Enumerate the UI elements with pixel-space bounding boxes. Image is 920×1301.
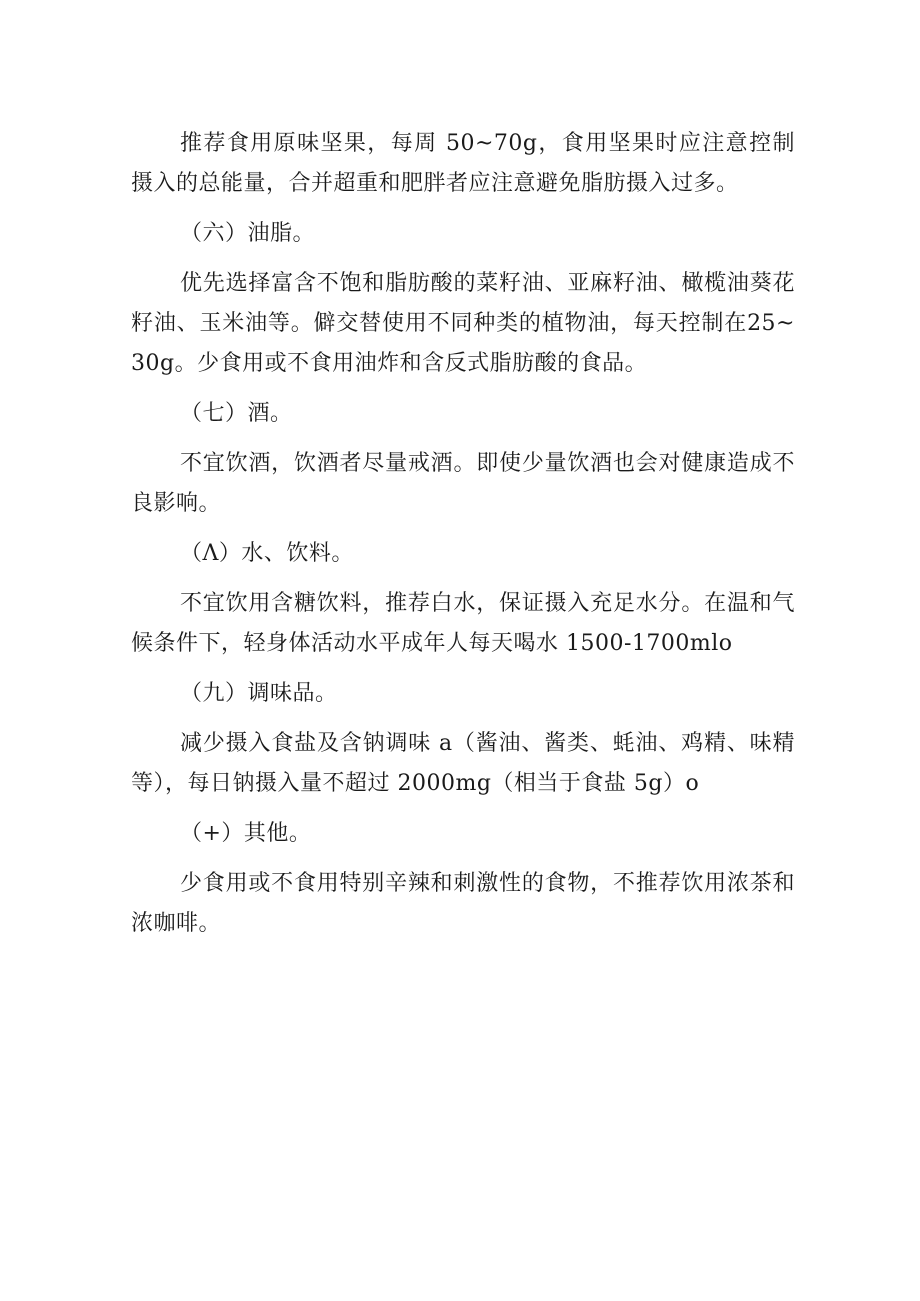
alcohol-heading: （七）酒。 — [180, 401, 293, 426]
alcohol-paragraph: 不宜饮酒，饮酒者尽量戒酒。即使少量饮酒也会对健康造成不良影响。 — [131, 451, 795, 516]
water-heading: （Λ）水、饮料。 — [180, 541, 354, 566]
oil-heading: （六）油脂。 — [180, 221, 316, 246]
water-paragraph: 不宜饮用含糖饮料，推荐白水，保证摄入充足水分。在温和气候条件下，轻身体活动水平成年人每天喝水 1500-1700mlo — [131, 591, 795, 656]
seasoning-heading: （九）调味品。 — [180, 681, 338, 706]
nuts-paragraph: 推荐食用原味坚果，每周 50~70g，食用坚果时应注意控制摄入的总能量，合并超重和肥胖者应注意避免脂肪摄入过多。 — [131, 131, 795, 196]
seasoning-paragraph: 减少摄入食盐及含钠调味 a（酱油、酱类、蚝油、鸡精、味精等），每日钠摄入量不超过 2000mg（相当于食盐 5g）o — [131, 731, 795, 796]
oil-paragraph: 优先选择富含不饱和脂肪酸的菜籽油、亚麻籽油、橄榄油葵花籽油、玉米油等。僻交替使用不同种类的植物油，每天控制在25~30g。少食用或不食用油炸和含反式脂肪酸的食品。 — [131, 271, 795, 376]
other-heading: （+）其他。 — [180, 821, 312, 846]
document-body — [131, 124, 795, 944]
other-paragraph: 少食用或不食用特别辛辣和刺激性的食物，不推荐饮用浓茶和浓咖啡。 — [131, 871, 795, 936]
